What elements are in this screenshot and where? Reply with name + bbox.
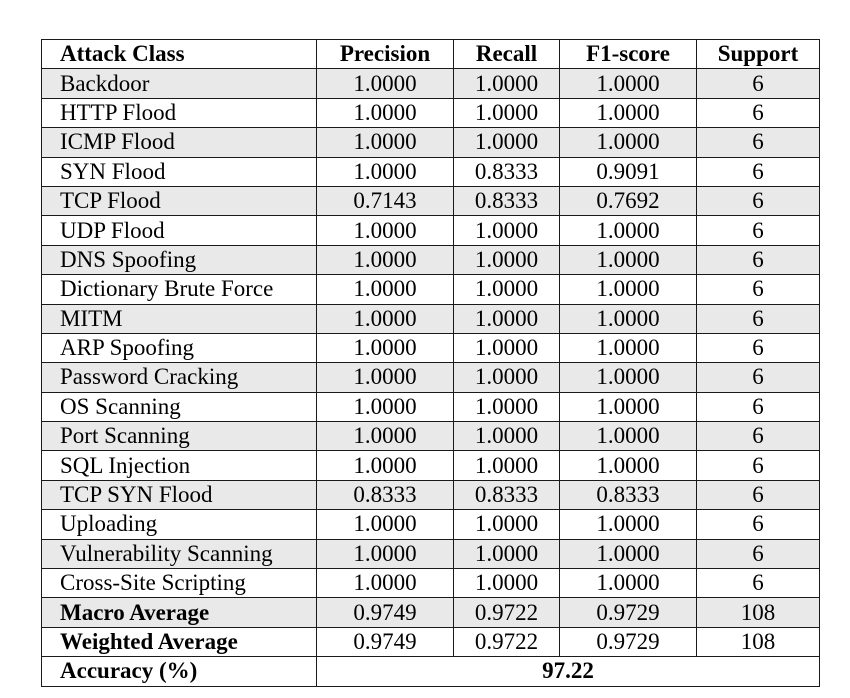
cell-attack-class: SQL Injection	[42, 451, 317, 480]
cell-attack-class: Vulnerability Scanning	[42, 539, 317, 568]
table-row	[42, 69, 820, 98]
cell-precision: 0.8333	[317, 480, 454, 509]
cell-support: 6	[697, 480, 820, 509]
cell-recall: 0.8333	[454, 157, 560, 186]
table-row	[42, 451, 820, 480]
cell-precision: 0.9749	[317, 627, 454, 656]
cell-support: 6	[697, 451, 820, 480]
cell-recall: 1.0000	[454, 569, 560, 598]
cell-f1-score: 1.0000	[560, 304, 697, 333]
cell-support: 6	[697, 422, 820, 451]
cell-recall: 1.0000	[454, 363, 560, 392]
cell-recall: 1.0000	[454, 510, 560, 539]
cell-precision: 1.0000	[317, 451, 454, 480]
cell-f1-score: 0.8333	[560, 480, 697, 509]
cell-recall: 1.0000	[454, 245, 560, 274]
table-row	[42, 422, 820, 451]
cell-attack-class: OS Scanning	[42, 392, 317, 421]
table-row	[42, 128, 820, 157]
cell-recall: 1.0000	[454, 216, 560, 245]
cell-f1-score: 1.0000	[560, 451, 697, 480]
cell-f1-score: 1.0000	[560, 539, 697, 568]
cell-precision: 1.0000	[317, 157, 454, 186]
cell-f1-score: 0.9729	[560, 598, 697, 627]
cell-support: 6	[697, 98, 820, 127]
cell-attack-class: Dictionary Brute Force	[42, 275, 317, 304]
table-row	[42, 598, 820, 627]
cell-precision: 1.0000	[317, 275, 454, 304]
cell-recall: 1.0000	[454, 392, 560, 421]
cell-precision: 1.0000	[317, 98, 454, 127]
cell-attack-class: MITM	[42, 304, 317, 333]
header-attack-class: Attack Class	[42, 40, 317, 69]
cell-f1-score: 1.0000	[560, 392, 697, 421]
cell-attack-class: UDP Flood	[42, 216, 317, 245]
cell-support: 6	[697, 333, 820, 362]
cell-precision: 1.0000	[317, 216, 454, 245]
cell-attack-class: Backdoor	[42, 69, 317, 98]
table-row	[42, 363, 820, 392]
cell-f1-score: 1.0000	[560, 510, 697, 539]
cell-recall: 1.0000	[454, 128, 560, 157]
cell-recall: 1.0000	[454, 98, 560, 127]
cell-f1-score: 1.0000	[560, 333, 697, 362]
cell-support: 6	[697, 363, 820, 392]
cell-recall: 1.0000	[454, 69, 560, 98]
cell-precision: 1.0000	[317, 245, 454, 274]
cell-f1-score: 1.0000	[560, 363, 697, 392]
cell-attack-class: Password Cracking	[42, 363, 317, 392]
cell-precision: 1.0000	[317, 69, 454, 98]
cell-support: 6	[697, 392, 820, 421]
accuracy-value: 97.22	[317, 657, 820, 686]
cell-support: 6	[697, 216, 820, 245]
cell-recall: 1.0000	[454, 333, 560, 362]
cell-attack-class: Port Scanning	[42, 422, 317, 451]
cell-attack-class: Uploading	[42, 510, 317, 539]
cell-attack-class: SYN Flood	[42, 157, 317, 186]
table-row	[42, 480, 820, 509]
cell-precision: 0.9749	[317, 598, 454, 627]
cell-precision: 1.0000	[317, 510, 454, 539]
cell-attack-class: DNS Spoofing	[42, 245, 317, 274]
cell-f1-score: 0.9729	[560, 627, 697, 656]
table-row	[42, 186, 820, 215]
cell-support: 6	[697, 539, 820, 568]
cell-f1-score: 1.0000	[560, 245, 697, 274]
cell-attack-class: ARP Spoofing	[42, 333, 317, 362]
cell-support: 6	[697, 69, 820, 98]
cell-support: 108	[697, 598, 820, 627]
cell-f1-score: 1.0000	[560, 216, 697, 245]
cell-support: 6	[697, 157, 820, 186]
header-f1-score: F1-score	[560, 40, 697, 69]
cell-f1-score: 1.0000	[560, 422, 697, 451]
cell-attack-class: TCP Flood	[42, 186, 317, 215]
cell-recall: 1.0000	[454, 275, 560, 304]
header-support: Support	[697, 40, 820, 69]
cell-f1-score: 1.0000	[560, 128, 697, 157]
cell-support: 108	[697, 627, 820, 656]
table-body	[42, 69, 820, 657]
cell-attack-class: ICMP Flood	[42, 128, 317, 157]
table-row	[42, 157, 820, 186]
cell-support: 6	[697, 510, 820, 539]
table-row	[42, 304, 820, 333]
cell-precision: 1.0000	[317, 128, 454, 157]
cell-precision: 1.0000	[317, 304, 454, 333]
table-row	[42, 333, 820, 362]
cell-attack-class: TCP SYN Flood	[42, 480, 317, 509]
table-row	[42, 510, 820, 539]
cell-precision: 1.0000	[317, 333, 454, 362]
cell-f1-score: 1.0000	[560, 98, 697, 127]
cell-recall: 1.0000	[454, 451, 560, 480]
header-row	[42, 40, 820, 69]
header-recall: Recall	[454, 40, 560, 69]
cell-recall: 0.8333	[454, 480, 560, 509]
cell-support: 6	[697, 275, 820, 304]
cell-attack-class: HTTP Flood	[42, 98, 317, 127]
table-row	[42, 216, 820, 245]
table-row	[42, 98, 820, 127]
cell-attack-class: Macro Average	[42, 598, 317, 627]
table-row	[42, 627, 820, 656]
cell-precision: 1.0000	[317, 539, 454, 568]
table-row	[42, 539, 820, 568]
cell-precision: 1.0000	[317, 422, 454, 451]
cell-precision: 1.0000	[317, 569, 454, 598]
cell-recall: 0.9722	[454, 627, 560, 656]
cell-precision: 1.0000	[317, 363, 454, 392]
classification-report-table	[41, 39, 820, 687]
cell-recall: 0.8333	[454, 186, 560, 215]
cell-attack-class: Weighted Average	[42, 627, 317, 656]
cell-support: 6	[697, 186, 820, 215]
accuracy-label: Accuracy (%)	[42, 657, 317, 686]
cell-support: 6	[697, 304, 820, 333]
cell-recall: 1.0000	[454, 304, 560, 333]
cell-f1-score: 1.0000	[560, 569, 697, 598]
cell-attack-class: Cross-Site Scripting	[42, 569, 317, 598]
table-row	[42, 245, 820, 274]
header-precision: Precision	[317, 40, 454, 69]
cell-recall: 1.0000	[454, 539, 560, 568]
accuracy-row	[42, 657, 820, 686]
cell-f1-score: 1.0000	[560, 275, 697, 304]
cell-f1-score: 0.9091	[560, 157, 697, 186]
table-row	[42, 569, 820, 598]
table-row	[42, 392, 820, 421]
table-row	[42, 275, 820, 304]
cell-recall: 0.9722	[454, 598, 560, 627]
cell-support: 6	[697, 569, 820, 598]
cell-recall: 1.0000	[454, 422, 560, 451]
cell-support: 6	[697, 245, 820, 274]
cell-precision: 0.7143	[317, 186, 454, 215]
cell-f1-score: 0.7692	[560, 186, 697, 215]
cell-support: 6	[697, 128, 820, 157]
cell-f1-score: 1.0000	[560, 69, 697, 98]
cell-precision: 1.0000	[317, 392, 454, 421]
